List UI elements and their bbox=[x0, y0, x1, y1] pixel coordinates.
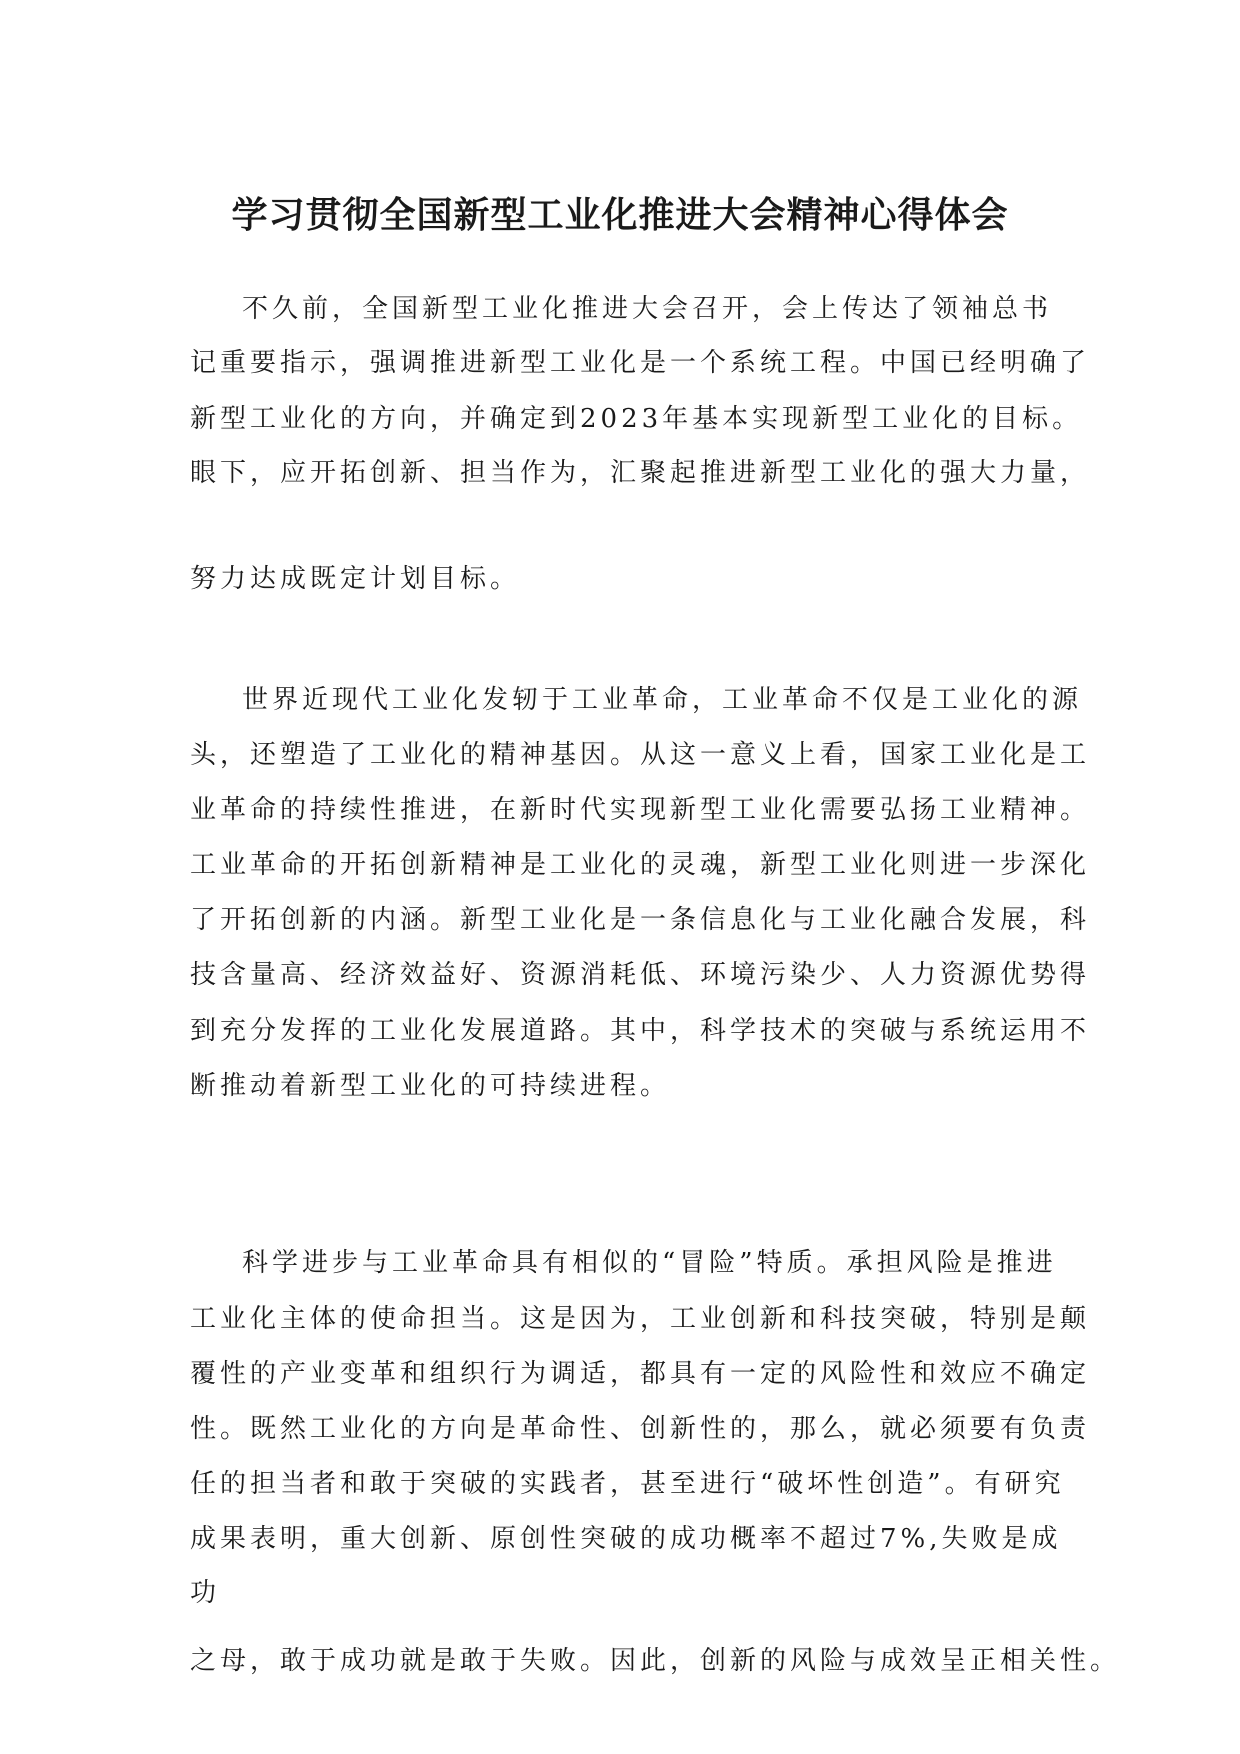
paragraph-2-line-3: 业革命的持续性推进，在新时代实现新型工业化需要弘扬工业精神。 bbox=[190, 795, 1091, 825]
paragraph-2-line-4: 工业革命的开拓创新精神是工业化的灵魂，新型工业化则进一步深化 bbox=[190, 850, 1091, 880]
paragraph-1-line-5: 努力达成既定计划目标。 bbox=[190, 564, 521, 594]
paragraph-2-line-1: 世界近现代工业化发轫于工业革命，工业革命不仅是工业化的源 bbox=[242, 685, 1083, 715]
paragraph-3-line-4: 性。既然工业化的方向是革命性、创新性的，那么，就必须要有负责 bbox=[190, 1414, 1091, 1444]
paragraph-3-line-2: 工业化主体的使命担当。这是因为，工业创新和科技突破，特别是颠 bbox=[190, 1304, 1091, 1334]
paragraph-1-line-1: 不久前，全国新型工业化推进大会召开，会上传达了领袖总书 bbox=[242, 294, 1053, 324]
paragraph-3-line-1: 科学进步与工业革命具有相似的“冒险”特质。承担风险是推进 bbox=[242, 1248, 1057, 1278]
paragraph-2-line-8: 断推动着新型工业化的可持续进程。 bbox=[190, 1071, 671, 1101]
paragraph-3-line-8: 之母，敢于成功就是敢于失败。因此，创新的风险与成效呈正相关性。 bbox=[190, 1646, 1121, 1676]
paragraph-1-line-2: 记重要指示，强调推进新型工业化是一个系统工程。中国已经明确了 bbox=[190, 348, 1091, 378]
paragraph-2-line-6: 技含量高、经济效益好、资源消耗低、环境污染少、人力资源优势得 bbox=[190, 960, 1091, 990]
paragraph-3-line-6: 成果表明，重大创新、原创性突破的成功概率不超过7%,失败是成 bbox=[190, 1524, 1062, 1554]
paragraph-2-line-2: 头，还塑造了工业化的精神基因。从这一意义上看，国家工业化是工 bbox=[190, 740, 1091, 770]
paragraph-2-line-5: 了开拓创新的内涵。新型工业化是一条信息化与工业化融合发展，科 bbox=[190, 905, 1091, 935]
paragraph-1-line-4: 眼下，应开拓创新、担当作为，汇聚起推进新型工业化的强大力量， bbox=[190, 458, 1091, 488]
document-title: 学习贯彻全国新型工业化推进大会精神心得体会 bbox=[231, 195, 1009, 236]
paragraph-1-line-3: 新型工业化的方向，并确定到2023年基本实现新型工业化的目标。 bbox=[190, 404, 1083, 434]
paragraph-3-line-3: 覆性的产业变革和组织行为调适，都具有一定的风险性和效应不确定 bbox=[190, 1359, 1091, 1389]
paragraph-2-line-7: 到充分发挥的工业化发展道路。其中，科学技术的突破与系统运用不 bbox=[190, 1016, 1091, 1046]
paragraph-3-line-5: 任的担当者和敢于突破的实践者，甚至进行“破坏性创造”。有研究 bbox=[190, 1469, 1065, 1499]
paragraph-3-line-7: 功 bbox=[190, 1578, 221, 1608]
